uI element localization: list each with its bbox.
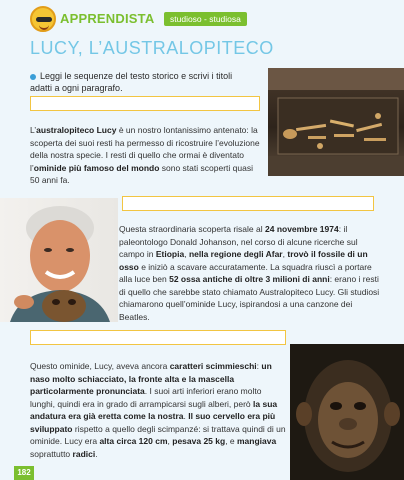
answer-field-2[interactable] <box>122 196 374 211</box>
answer-field-1[interactable] <box>30 96 260 111</box>
text-segment: Questa straordinaria scoperta risale al <box>119 224 265 234</box>
text-segment: L’ <box>30 125 37 135</box>
text-segment: . <box>95 448 98 459</box>
text-segment: e iniziò a scavare accuratamente. La squadra riuscì a portare alla luce ben <box>119 261 372 284</box>
bold-text-segment: caratteri scimmieschi <box>169 361 257 371</box>
johanson-photo <box>0 198 118 322</box>
text-segment: : <box>256 361 262 371</box>
bold-text-segment: trovò il fossile di un osso <box>119 249 368 272</box>
bold-text-segment: Il suo cervello era più sviluppato <box>30 411 276 434</box>
fossil-photo <box>268 68 404 176</box>
text-segment: , <box>184 249 189 259</box>
section-tag: studioso - studiosa <box>164 12 247 26</box>
bold-text-segment: alta circa 120 cm <box>99 436 168 446</box>
bold-text-segment: 52 ossa antiche di oltre 3 milioni di anni <box>169 274 330 284</box>
brand-label: APPRENDISTA <box>60 11 155 26</box>
text-segment: . <box>183 411 189 421</box>
paragraph-1 <box>30 124 262 187</box>
bold-text-segment: radici <box>72 448 96 459</box>
bold-text-segment: la sua andatura era già eretta come la nostra <box>30 398 278 421</box>
text-segment: sono stati scoperti quasi 50 anni fa. <box>30 162 253 185</box>
bold-text-segment: Etiopia <box>155 249 185 259</box>
bold-text-segment: nella regione degli Afar <box>188 249 283 259</box>
bold-text-segment: pesava 25 kg <box>172 436 226 446</box>
text-segment: è un nostro lontanissimo antenato: la scoperta dei suoi resti ha permesso di ricostruire l’evoluzione della nostra specie. I resti di quello che ormai è diventato l’ <box>30 125 260 173</box>
text-segment: , e <box>225 436 237 446</box>
text-segment: : erano i resti di quello che sarebbe stato chiamato Australopiteco Lucy. Gli studiosi chiamarono quell’ominide Lucy, ispirandosi a una canzone dei Beatles. <box>119 274 380 322</box>
text-segment: , <box>167 436 173 446</box>
bold-text-segment: un naso molto schiacciato, la fronte alta e la mascella particolarmente pronunciata <box>30 361 272 396</box>
page-number: 182 <box>14 466 34 480</box>
lucy-reconstruction-photo <box>290 344 404 480</box>
answer-field-3[interactable] <box>30 330 286 345</box>
bold-text-segment: australopiteco Lucy <box>36 125 117 135</box>
bold-text-segment: ominide più famoso del mondo <box>33 162 160 173</box>
bold-text-segment: 24 novembre 1974 <box>265 224 339 234</box>
text-segment: rispetto a quello degli scimpanzé: si trattava quindi di un ominide. Lucy era <box>30 423 286 446</box>
paragraph-3 <box>30 360 286 460</box>
paragraph-2 <box>119 223 381 323</box>
instruction <box>30 70 255 94</box>
text-segment: Questo ominide, Lucy, aveva ancora <box>30 361 170 371</box>
text-segment: soprattutto <box>30 448 73 459</box>
mascot-icon <box>30 6 56 32</box>
text-segment: : il paleontologo Donald Johanson, nel corso di alcune ricerche sul campo in <box>119 224 358 259</box>
instruction-text: Leggi le sequenze del testo storico e scrivi i titoli adatti a ogni paragrafo. <box>30 71 233 93</box>
bold-text-segment: mangiava <box>237 436 277 446</box>
text-segment: . I suoi arti inferiori erano molto lunghi, quindi era in grado di arrampicarsi sugli alberi, però <box>30 386 262 409</box>
page-title: LUCY, L’AUSTRALOPITECO <box>30 38 274 58</box>
bullet-icon <box>30 74 36 80</box>
text-segment: , <box>282 249 288 259</box>
